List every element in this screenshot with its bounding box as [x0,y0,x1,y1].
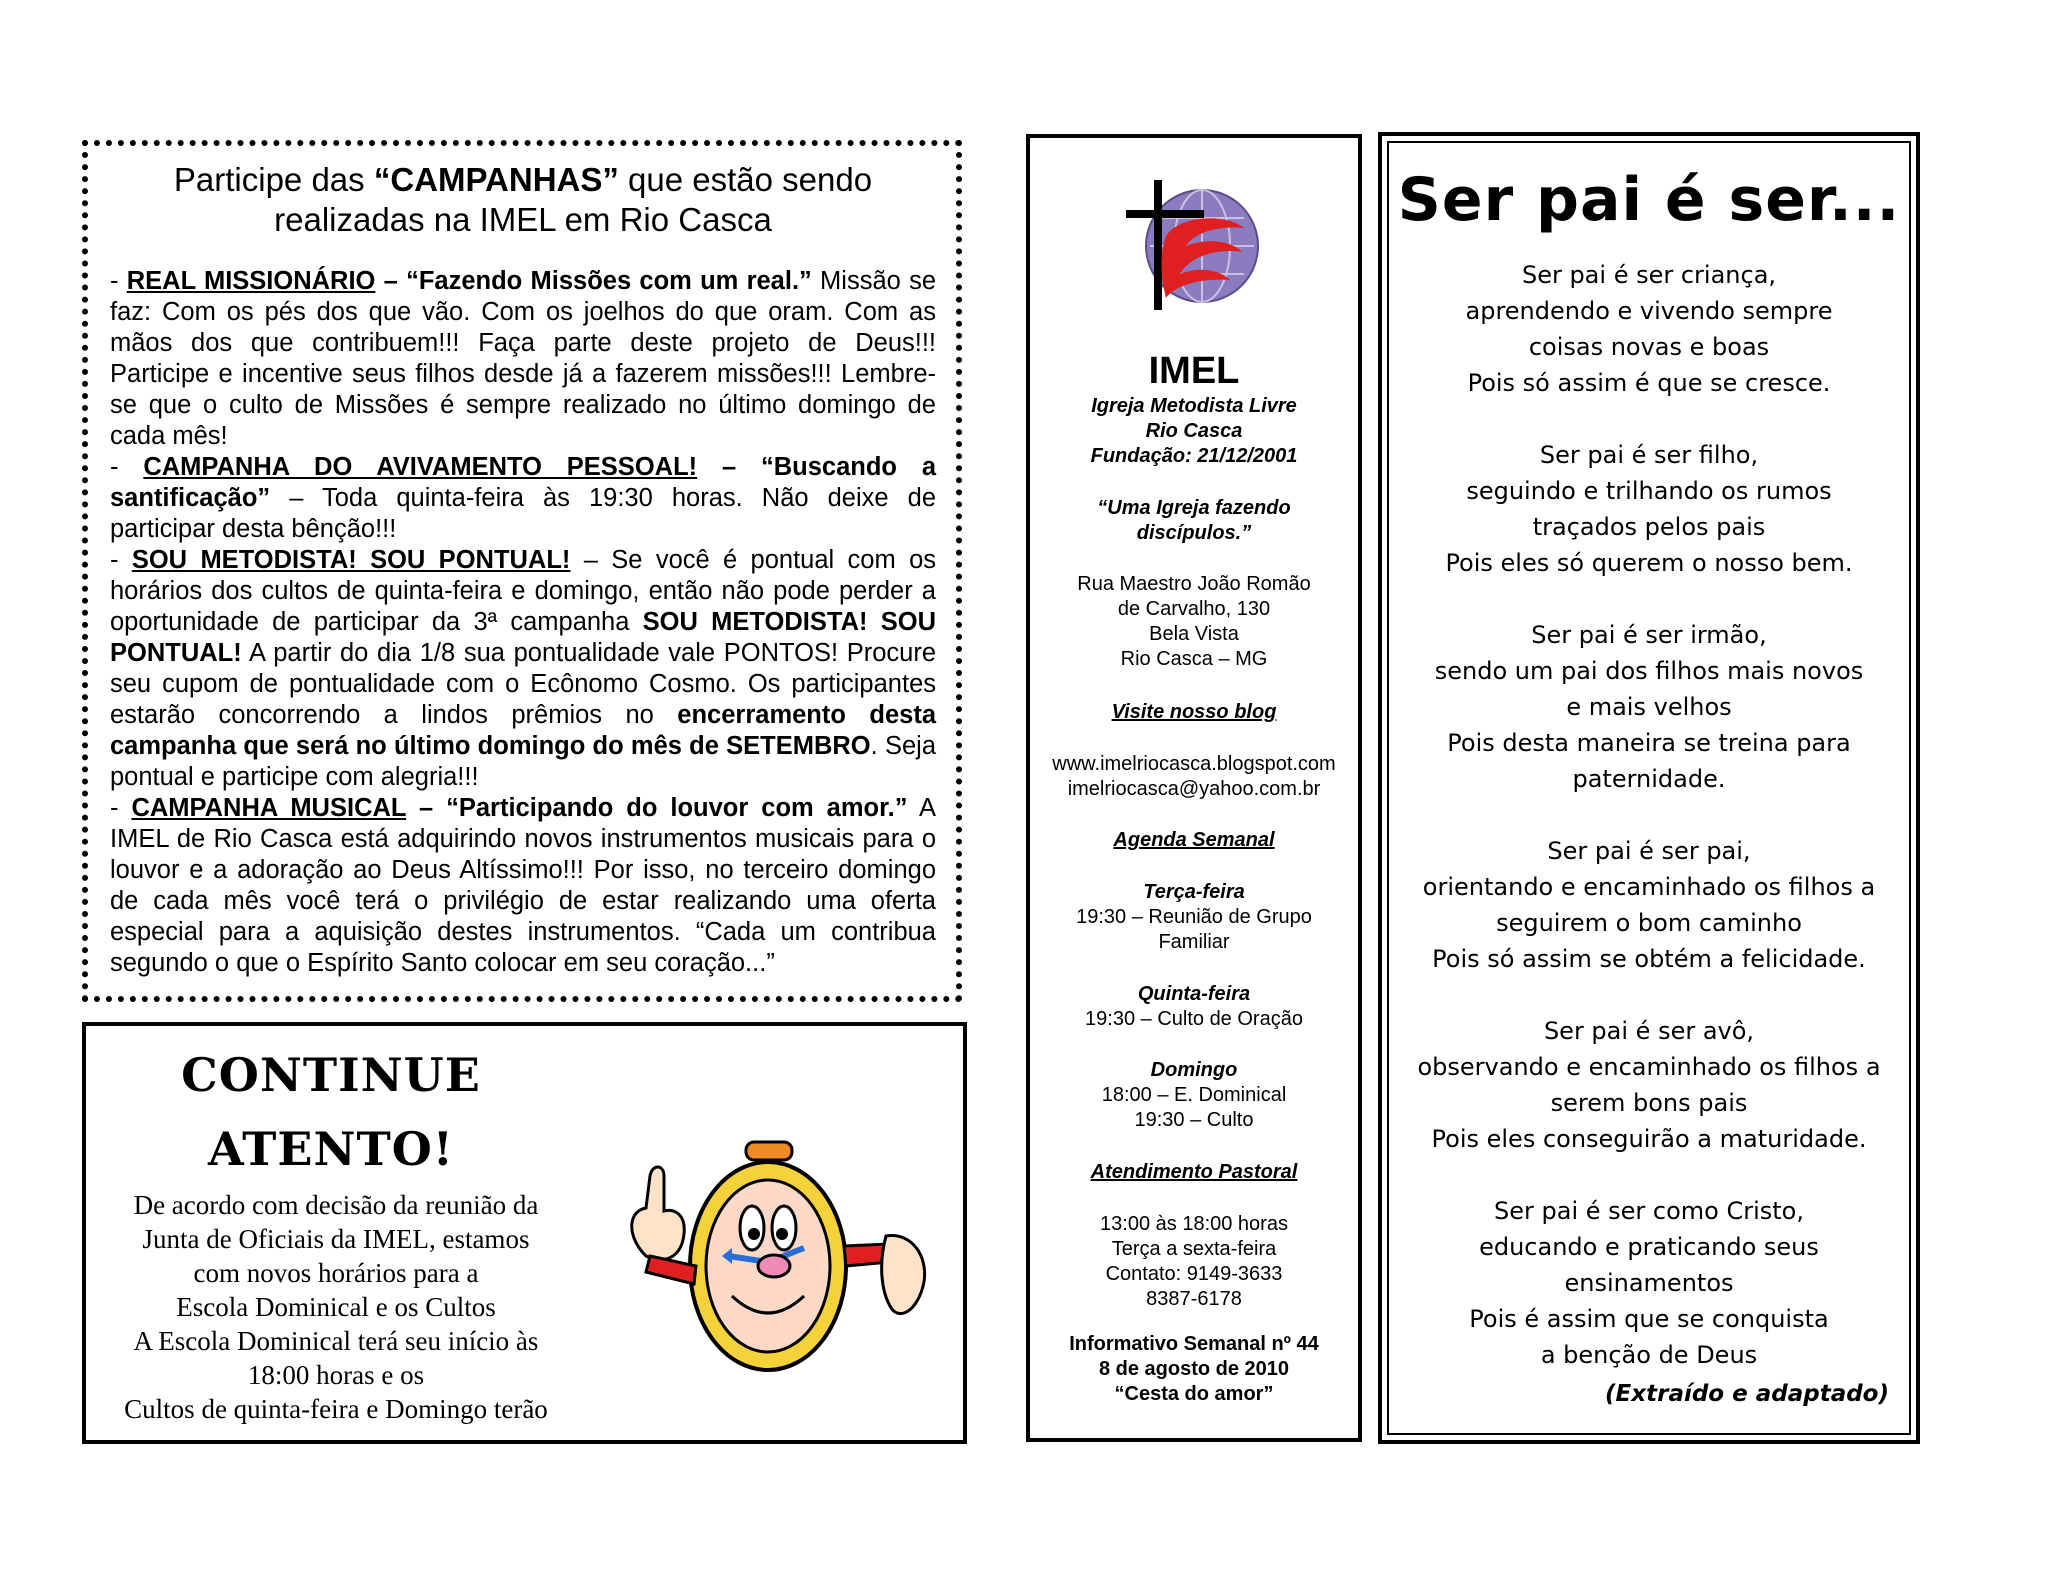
poem-line: coisas novas e boas [1528,333,1770,361]
campaign-musical [110,793,936,979]
poem-title: Ser pai é ser... [1397,165,1901,235]
bulletin-info [1030,1332,1358,1407]
title-pre: Participe das [173,161,374,198]
text-line: Escola Dominical e os Cultos [176,1292,496,1322]
bulletin-date: 8 de agosto de 2010 [1098,1358,1290,1380]
agenda-day: Quinta-feira [1137,983,1251,1005]
title-bold: “CAMPANHAS” [373,161,619,198]
campaign-text: – Toda quinta-feira às 19:30 horas. Não deixe de participar desta bênção!!! [110,484,936,543]
poem-line: Ser pai é ser pai, [1547,837,1751,865]
poem-line: sendo um pai dos filhos mais novos [1434,657,1864,685]
continue-text [86,1188,586,1426]
imel-info-column [1026,134,1362,1442]
poem-stanza [1389,833,1909,977]
text-line: Junta de Oficiais da IMEL, estamos [142,1224,530,1254]
email-link[interactable]: imelriocasca@yahoo.com.br [1067,778,1321,800]
campaign-text: A partir do dia 1/8 sua pontualidade vale PONTOS! Procure seu cupom de pontualidade com o Ecônomo Cosmo. Os participantes estarão concorrendo a lindos prêmios no [110,639,936,729]
campaign-bold: encerramento desta campanha que será no último domingo do mês de SETEMBRO [110,701,936,760]
text-line: A Escola Dominical terá seu início às [133,1326,539,1356]
poem-line: Pois desta maneira se treina para [1447,729,1851,757]
pastoral-line: Terça a sexta-feira [1111,1238,1277,1260]
campaign-bold: SOU METODISTA! SOU PONTUAL! [110,608,936,667]
atento-heading: ATENTO! [207,1122,454,1176]
poem-line: educando e praticando seus [1479,1233,1819,1261]
campaign-name: CAMPANHA MUSICAL [131,794,407,822]
poem-line: Ser pai é ser filho, [1539,441,1759,469]
dash: - [110,794,132,822]
campaign-slogan: – “Fazendo Missões com um real.” [375,267,812,295]
campaign-text: . Seja pontual e participe com alegria!!! [110,732,936,791]
campaign-text: Missão se faz: Com os pés dos que vão. Com os joelhos do que oram. Com as mãos dos que contribuem!!! Faça parte deste projeto de Deus!!! Participe e incentive seus filhos desde já a fazerem missões!!! Lembre-se que o culto de Missões é sempre realizado no último domingo de cada mês! [110,267,937,450]
poem-line: paternidade. [1572,765,1726,793]
poem-stanza [1389,1193,1909,1373]
poem-line: Pois só assim se obtém a felicidade. [1432,945,1866,973]
blog-link[interactable]: www.imelriocasca.blogspot.com [1052,753,1336,775]
poem-line: ensinamentos [1564,1269,1734,1297]
pastoral-line: 8387-6178 [1146,1288,1242,1310]
dash: - [110,453,144,481]
agenda-item: 19:30 – Culto de Oração [1085,1008,1303,1030]
pastoral-line: 13:00 às 18:00 horas [1100,1213,1288,1235]
motto-line: discípulos.” [1136,522,1252,544]
text-line: Cultos de quinta-feira e Domingo terão [124,1394,548,1424]
poem-line: Ser pai é ser irmão, [1531,621,1767,649]
contact-links [1030,752,1358,802]
text-line: com novos horários para a [193,1258,479,1288]
campaign-pontual [110,545,936,793]
agenda-item: 19:30 – Culto [1134,1109,1254,1131]
agenda-item: 19:30 – Reunião de Grupo [1076,906,1312,928]
blog-label: Visite nosso blog [1111,701,1277,723]
continue-atento-box [82,1022,967,1444]
poem-line: Ser pai é ser como Cristo, [1494,1197,1804,1225]
poem-body [1389,257,1909,1409]
imel-logo-icon [1120,174,1260,314]
campaign-name: CAMPANHA DO AVIVAMENTO PESSOAL! [143,453,698,481]
motto-line: “Uma Igreja fazendo [1097,497,1291,519]
bulletin-theme: “Cesta do amor” [1114,1383,1274,1405]
poem-line: Ser pai é ser criança, [1521,261,1777,289]
agenda-day: Domingo [1150,1059,1238,1081]
text-line: De acordo com decisão da reunião da [133,1190,539,1220]
poem-line: observando e encaminhado os filhos a [1417,1053,1881,1081]
agenda-domingo [1030,1058,1358,1133]
campaign-text: – Se você é pontual com os horários dos cultos de quinta-feira e domingo, então não pode perder a oportunidade de participar da 3ª campanha [110,546,936,636]
pastoral-details [1030,1212,1358,1312]
campanhas-box [82,140,962,1002]
campaign-slogan: – “Buscando a santificação” [110,453,937,512]
address-line: Rua Maestro João Romão [1077,573,1311,595]
poem-line: serem bons pais [1550,1089,1748,1117]
poem-line: Ser pai é ser avô, [1543,1017,1755,1045]
campanhas-body [110,266,936,979]
poem-line: seguirem o bom caminho [1496,909,1802,937]
poem-line: Pois eles só querem o nosso bem. [1445,549,1853,577]
poem-stanza [1389,617,1909,797]
agenda-quinta [1030,982,1358,1032]
agenda-item: Familiar [1158,931,1230,953]
poem-stanza [1389,437,1909,581]
poem-line: a benção de Deus [1540,1341,1758,1369]
poem-stanza [1389,1013,1909,1157]
poem-line: aprendendo e vivendo sempre [1465,297,1833,325]
address-line: de Carvalho, 130 [1117,598,1271,620]
campaign-name: REAL MISSIONÁRIO [126,267,376,295]
poem-line: Pois eles conseguirão a maturidade. [1431,1125,1867,1153]
church-address [1030,572,1358,672]
campaign-real-missionario [110,266,936,452]
dash: - [110,546,132,574]
ser-pai-column [1378,132,1920,1444]
foundation-date: Fundação: 21/12/2001 [1090,445,1298,467]
dash: - [110,267,127,295]
campanhas-title [110,160,936,240]
campaign-slogan: – “Participando do louvor com amor.” [406,794,908,822]
title-post: que estão sendo realizadas na IMEL em Rio Casca [274,161,873,238]
poem-line: Pois é assim que se conquista [1469,1305,1829,1333]
pastoral-line: Contato: 9149-3633 [1105,1263,1283,1285]
agenda-item: 18:00 – E. Dominical [1101,1084,1287,1106]
pocket-watch-character-icon [606,1116,936,1416]
agenda-label: Agenda Semanal [1113,829,1275,851]
agenda-terca [1030,880,1358,955]
poem-line: seguindo e trilhando os rumos [1466,477,1832,505]
poem-line: Pois só assim é que se cresce. [1467,369,1831,397]
pastoral-label: Atendimento Pastoral [1090,1161,1298,1183]
address-line: Bela Vista [1149,623,1239,645]
subtitle-line: Rio Casca [1145,420,1243,442]
poem-stanza [1389,257,1909,401]
ser-pai-inner-frame [1387,141,1911,1435]
poem-line: e mais velhos [1566,693,1732,721]
continue-heading: CONTINUE [181,1048,481,1102]
church-name: IMEL [1148,350,1240,392]
campaign-name: SOU METODISTA! SOU PONTUAL! [131,546,571,574]
poem-source: (Extraído e adaptado) [1605,1381,1889,1407]
campaign-text: A IMEL de Rio Casca está adquirindo novos instrumentos musicais para o louvor e a adoração ao Deus Altíssimo!!! Por isso, no terceiro domingo de cada mês você terá o privilégio de estar realizando uma oferta especial para a aquisição destes instrumentos. “Cada um contribua segundo o que o Espírito Santo colocar em seu coração...” [110,794,936,977]
church-subtitle [1030,394,1358,469]
address-line: Rio Casca – MG [1120,648,1268,670]
text-line: 18:00 horas e os [247,1360,425,1390]
agenda-day: Terça-feira [1143,881,1245,903]
church-motto [1030,496,1358,546]
poem-line: orientando e encaminhado os filhos a [1422,873,1876,901]
campaign-avivamento [110,452,936,545]
poem-line: traçados pelos pais [1532,513,1766,541]
subtitle-line: Igreja Metodista Livre [1091,395,1297,417]
bulletin-number: Informativo Semanal nº 44 [1069,1333,1319,1355]
